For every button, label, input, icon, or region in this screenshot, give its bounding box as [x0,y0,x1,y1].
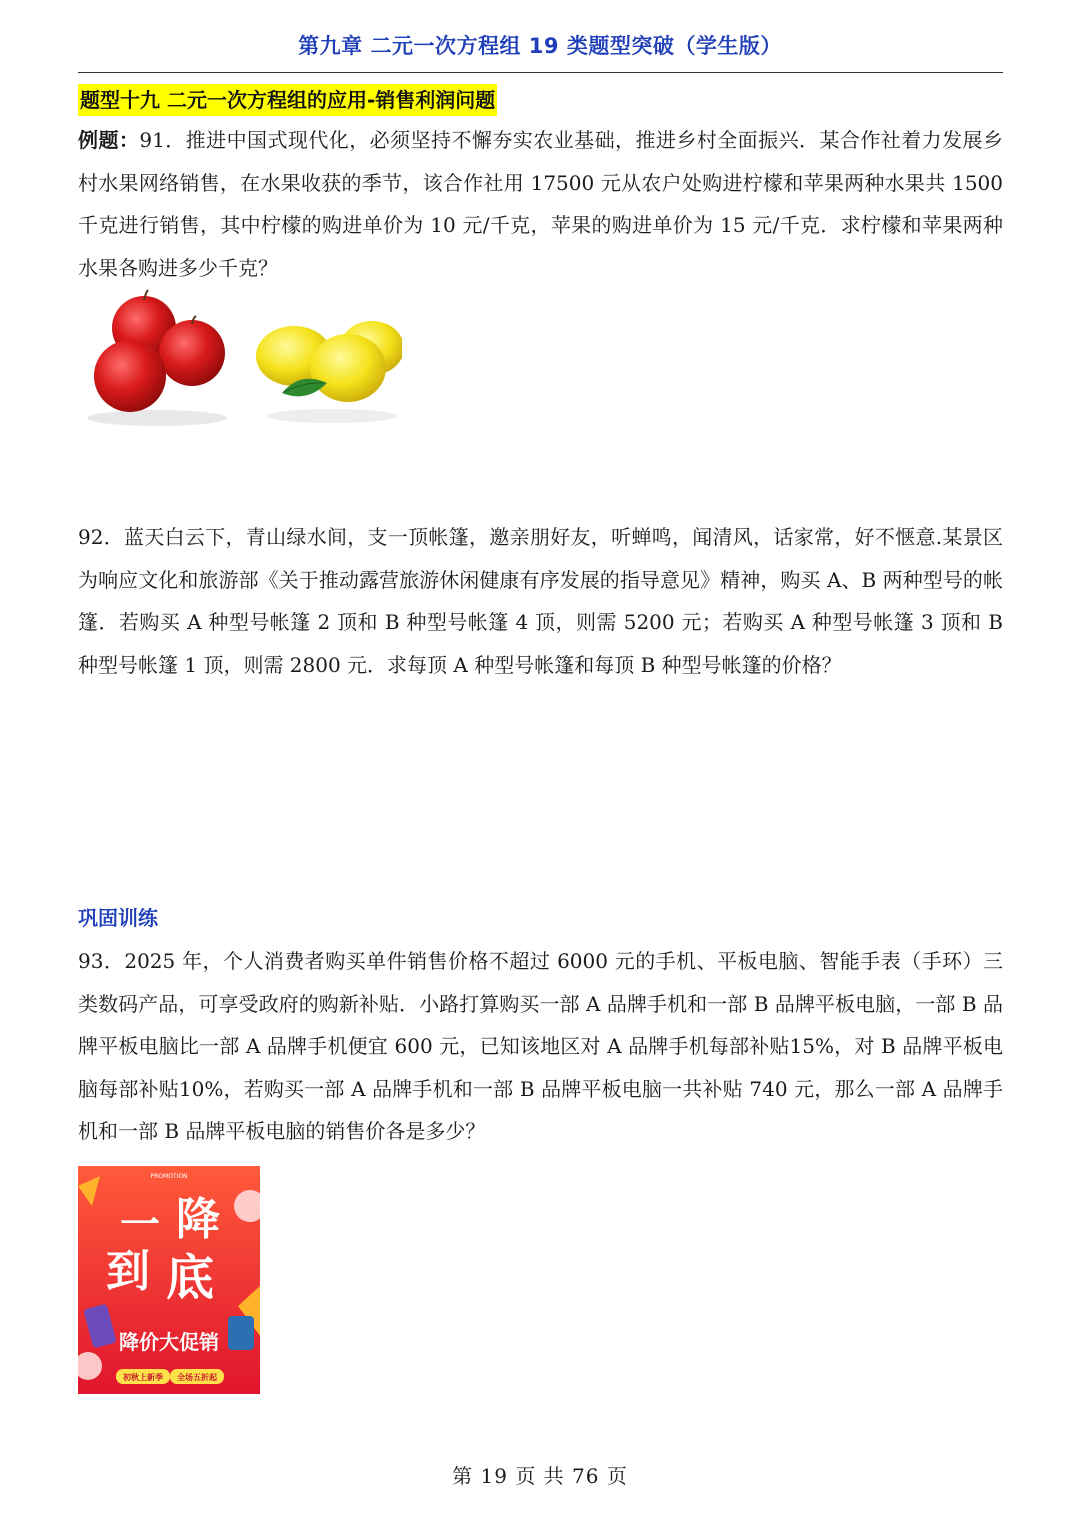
apples-lemons-image [82,288,402,428]
header-divider [78,72,1003,73]
promo-char-2: 降 [176,1194,220,1245]
promo-main-text: 降价大促销 [119,1330,219,1354]
page-header-title: 第九章 二元一次方程组 19 类题型突破（学生版） [298,34,782,58]
page-footer: 第 19 页 共 76 页 [452,1464,628,1488]
lemon-icon [256,321,402,423]
promo-badge-right: 全场五折起 [177,1373,217,1382]
question-91 [78,119,1003,289]
promo-char-4: 底 [165,1250,215,1306]
question-92: 92．蓝天白云下，青山绿水间，支一顶帐篷，邀亲朋好友，听蝉鸣，闻清风，话家常，好不惬意.某景区为响应文化和旅游部《关于推动露营旅游休闲健康有序发展的指导意见》精神，购买 A、B 两种型号的帐篷．若购买 A 种型号帐篷 2 顶和 B 种型号帐篷 4 顶，则需 5200 元；若购买 A 种型号帐篷 3 顶和 B 种型号帐篷 1 顶，则需 2800 元．求每顶 A 种型号帐篷和每顶 B 种型号帐篷的价格？ [78,525,1003,677]
promo-char-1: 一 [120,1202,160,1248]
promo-char-3: 到 [106,1246,150,1297]
promo-top-text: PROMOTION [150,1173,188,1180]
question-93: 93．2025 年，个人消费者购买单件销售价格不超过 6000 元的手机、平板电脑、智能手表（手环）三类数码产品，可享受政府的购新补贴．小路打算购买一部 A 品牌手机和一部 B 品牌平板电脑，一部 B 品牌平板电脑比一部 A 品牌手机便宜 600 元，已知该地区对 A 品牌手机每部补贴15%，对 B 品牌平板电脑每部补贴10%，若购买一部 A 品牌手机和一部 B 品牌平板电脑一共补贴 740 元，那么一部 A 品牌手机和一部 B 品牌平板电脑的销售价各是多少？ [78,949,1003,1143]
section-heading: 题型十九 二元一次方程组的应用-销售利润问题 [78,84,497,116]
consolidation-heading: 巩固训练 [78,906,158,930]
question-91-text: 91．推进中国式现代化，必须坚持不懈夯实农业基础，推进乡村全面振兴．某合作社着力发展乡村水果网络销售，在水果收获的季节，该合作社用 17500 元从农户处购进柠檬和苹果两种水果共 1500 千克进行销售，其中柠檬的购进单价为 10 元/千克，苹果的购进单价为 15 元/千克．求柠檬和苹果两种水果各购进多少千克？ [78,128,1004,280]
example-label: 例题： [78,128,140,152]
promo-badge-left: 初秋上新季 [123,1373,163,1382]
promotion-poster-image [78,1166,260,1394]
apple-icon [87,290,227,426]
